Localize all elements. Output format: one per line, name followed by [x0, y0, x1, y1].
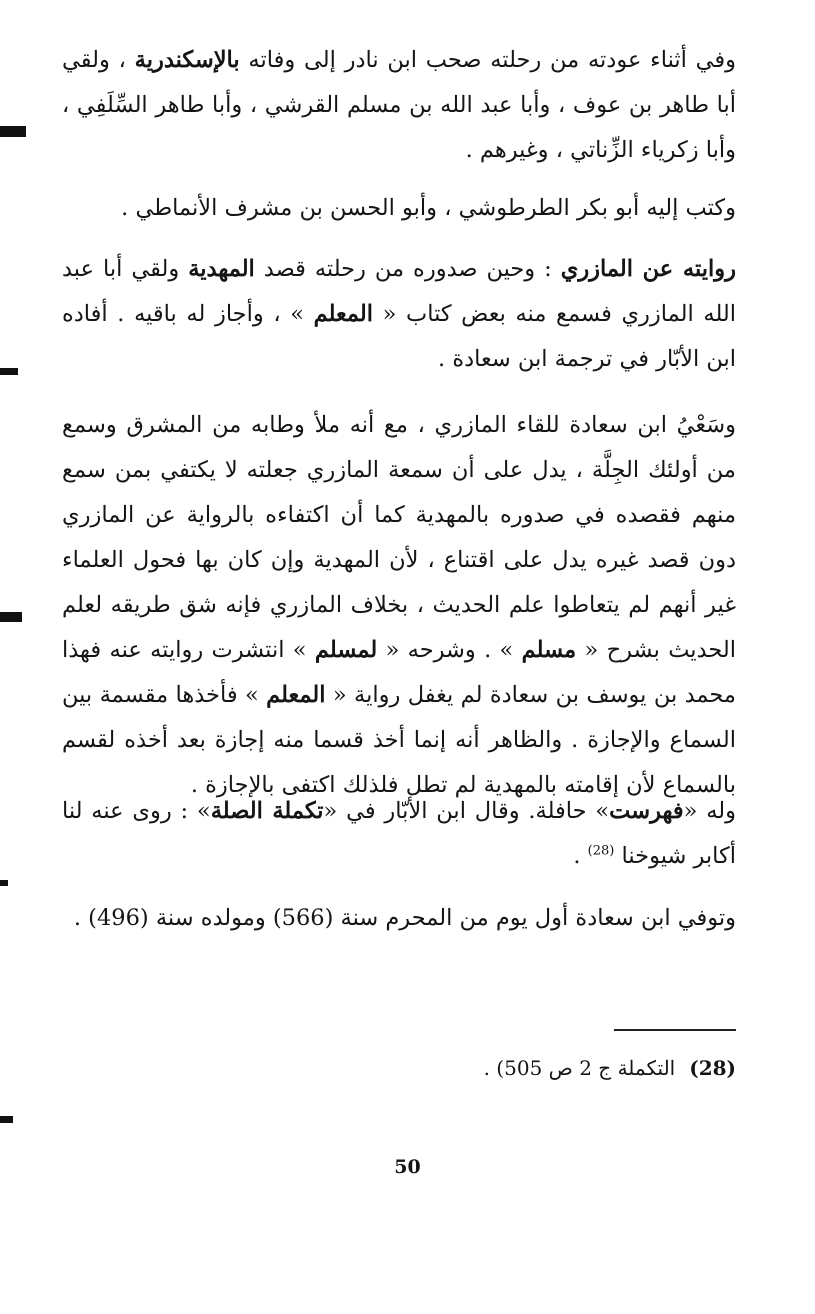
text-segment: ولقي أبا عبد الله المازري فسمع منه بعض كتاب «: [62, 256, 737, 327]
bold-term-takmila: تكملة الصلة: [210, 798, 324, 824]
bold-term-muallim: المعلم: [266, 682, 326, 708]
footnote-reference[interactable]: (28): [587, 843, 615, 859]
scan-edge-mark: [0, 880, 8, 886]
footnote-text: التكملة ج 2 ص 505) .: [483, 1056, 676, 1080]
text-segment: وله «: [683, 798, 736, 824]
text-segment: ، ولقي أبا طاهر بن عوف ، وأبا عبد الله بن مسلم القرشي ، وأبا طاهر السِّلَفِي ، وأبا زكرياء الزِّناتي ، وغيرهم .: [62, 47, 736, 163]
footnote-number: (28): [689, 1056, 736, 1080]
paragraph-mazari-narration: [62, 247, 736, 382]
bold-term-fahrasa: فهرست: [609, 798, 684, 824]
page-number: 50: [394, 1156, 421, 1178]
text-segment: » انتشرت روايته عنه فهذا محمد بن يوسف بن سعادة لم يغفل رواية «: [62, 637, 736, 708]
text-segment: » . وشرحه «: [377, 637, 522, 663]
text-segment: .: [573, 843, 588, 869]
scan-edge-mark: [0, 1116, 13, 1123]
paragraph-correspondence: [62, 186, 736, 231]
paragraph-ibn-saada-effort: [62, 403, 736, 808]
text-segment: وسَعْيُ ابن سعادة للقاء المازري ، مع أنه ملأ وطابه من المشرق وسمع من أولئك الجِلَّة ، يدل على أن سمعة المازري جعلته لا يكتفي بمن سمع منهم فقصده في صدوره بالمهدية كما أن اكتفاءه بالرواية عن المازري دون قصد غيره يدل على اقتناع ، لأن المهدية وإن كان بها فحول العلماء غير أنهم لم يتعاطوا علم الحديث ، بخلاف المازري فإنه شق طريقه لعلم الحديث بشرح «: [62, 412, 736, 663]
text-segment: » حافلة. وقال ابن الأبّار في «: [323, 798, 610, 824]
text-segment: وفي أثناء عودته من رحلته صحب ابن نادر إلى وفاته: [239, 47, 736, 73]
footnote: [300, 1050, 736, 1086]
text-segment: » ، وأجاز له باقيه . أفاده ابن الأبّار في ترجمة ابن سعادة .: [62, 301, 736, 372]
bold-term-muslim: مسلم: [521, 637, 577, 663]
bold-term-li-muslim: لمسلم: [314, 637, 378, 663]
bold-term-mahdia: المهدية: [188, 256, 255, 282]
text-segment: وتوفي ابن سعادة أول يوم من المحرم سنة (566) ومولده سنة (496) .: [73, 905, 736, 931]
scan-edge-mark: [0, 368, 18, 375]
text-segment: » : روى عنه لنا أكابر شيوخنا: [62, 798, 736, 869]
scan-edge-mark: [0, 612, 22, 622]
section-heading-mazari: روايته عن المازري: [560, 256, 736, 282]
bold-term-alexandria: بالإسكندرية: [134, 47, 240, 73]
text-segment: » فأخذها مقسمة بين السماع والإجازة . والظاهر أنه إنما أخذ قسما منه إجازة بعد أخذه لقسم بالسماع لأن إقامته بالمهدية لم تطل فلذلك اكتفى بالإجازة .: [62, 682, 736, 798]
footnote-divider: [614, 1029, 736, 1031]
scan-edge-mark: [0, 126, 26, 137]
paragraph-return-journey: [62, 38, 736, 173]
text-segment: وكتب إليه أبو بكر الطرطوشي ، وأبو الحسن بن مشرف الأنماطي .: [121, 195, 736, 221]
bold-term-muallim: المعلم: [313, 301, 374, 327]
paragraph-fahrasa: [62, 789, 736, 879]
paragraph-death-date: [62, 896, 736, 941]
text-segment: : وحين صدوره من رحلته قصد: [254, 256, 561, 282]
